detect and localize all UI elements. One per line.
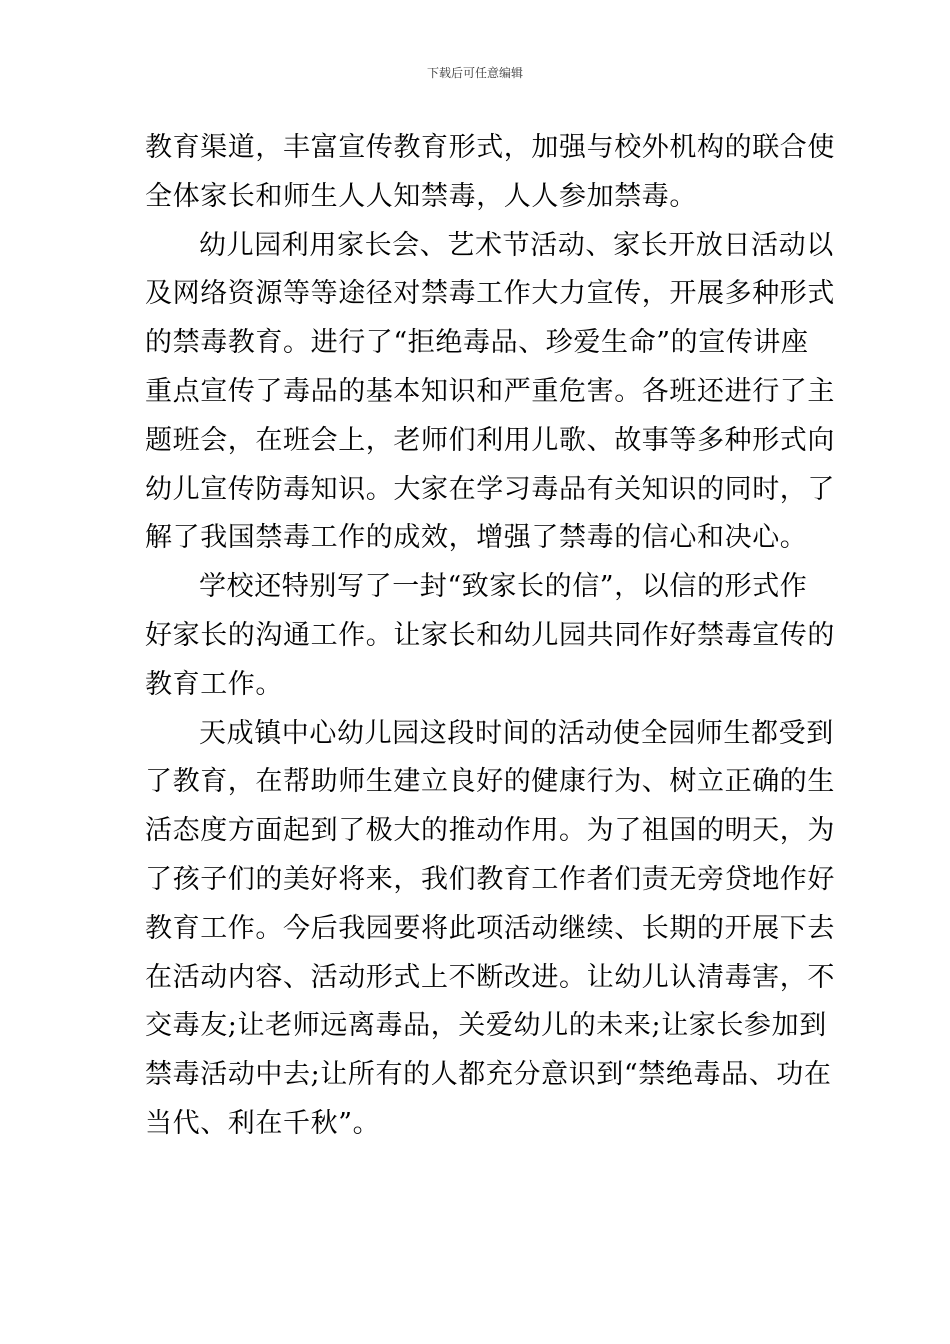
paragraph-4-line-4: 了孩子们的美好将来，我们教育工作者们责无旁贷地作好 (145, 863, 835, 895)
paragraph-2-line-6: 幼儿宣传防毒知识。大家在学习毒品有关知识的同时，了 (145, 473, 835, 505)
paragraph-2-line-2: 及网络资源等等途径对禁毒工作大力宣传，开展多种形式 (145, 278, 835, 310)
paragraph-4-line-5: 教育工作。今后我园要将此项活动继续、长期的开展下去 (145, 912, 835, 944)
paragraph-3-line-1: 学校还特别写了一封“致家长的信”，以信的形式作 (199, 571, 808, 603)
paragraph-3-line-2: 好家长的沟通工作。让家长和幼儿园共同作好禁毒宣传的 (145, 619, 835, 651)
paragraph-4-line-6: 在活动内容、活动形式上不断改进。让幼儿认清毒害，不 (145, 961, 835, 993)
paragraph-2-line-4: 重点宣传了毒品的基本知识和严重危害。各班还进行了主 (145, 375, 835, 407)
paragraph-2-line-1: 幼儿园利用家长会、艺术节活动、家长开放日活动以 (199, 229, 834, 261)
paragraph-4-line-9: 当代、利在千秋”。 (145, 1107, 381, 1139)
paragraph-2-line-7: 解了我国禁毒工作的成效，增强了禁毒的信心和决心。 (145, 522, 808, 554)
paragraph-1-line-1: 教育渠道，丰富宣传教育形式，加强与校外机构的联合使 (145, 132, 835, 163)
paragraph-1-line-2: 全体家长和师生人人知禁毒，人人参加禁毒。 (145, 180, 697, 212)
paragraph-4-line-7: 交毒友;让老师远离毒品，关爱幼儿的未来;让家长参加到 (145, 1010, 827, 1042)
paragraph-4-line-8: 禁毒活动中去;让所有的人都充分意识到“禁绝毒品、功在 (145, 1059, 832, 1091)
paragraph-4-line-3: 活态度方面起到了极大的推动作用。为了祖国的明天，为 (145, 815, 835, 847)
document-body (145, 124, 835, 1149)
paragraph-3-line-3: 教育工作。 (145, 668, 283, 700)
paragraph-4-line-1: 天成镇中心幼儿园这段时间的活动使全园师生都受到 (199, 717, 834, 749)
page-header: 下载后可任意编辑 (426, 66, 523, 80)
paragraph-4-line-2: 了教育，在帮助师生建立良好的健康行为、树立正确的生 (145, 766, 835, 798)
paragraph-2-line-3: 的禁毒教育。进行了“拒绝毒品、珍爱生命”的宣传讲座 (145, 327, 809, 359)
paragraph-2-line-5: 题班会，在班会上，老师们利用儿歌、故事等多种形式向 (145, 424, 835, 456)
